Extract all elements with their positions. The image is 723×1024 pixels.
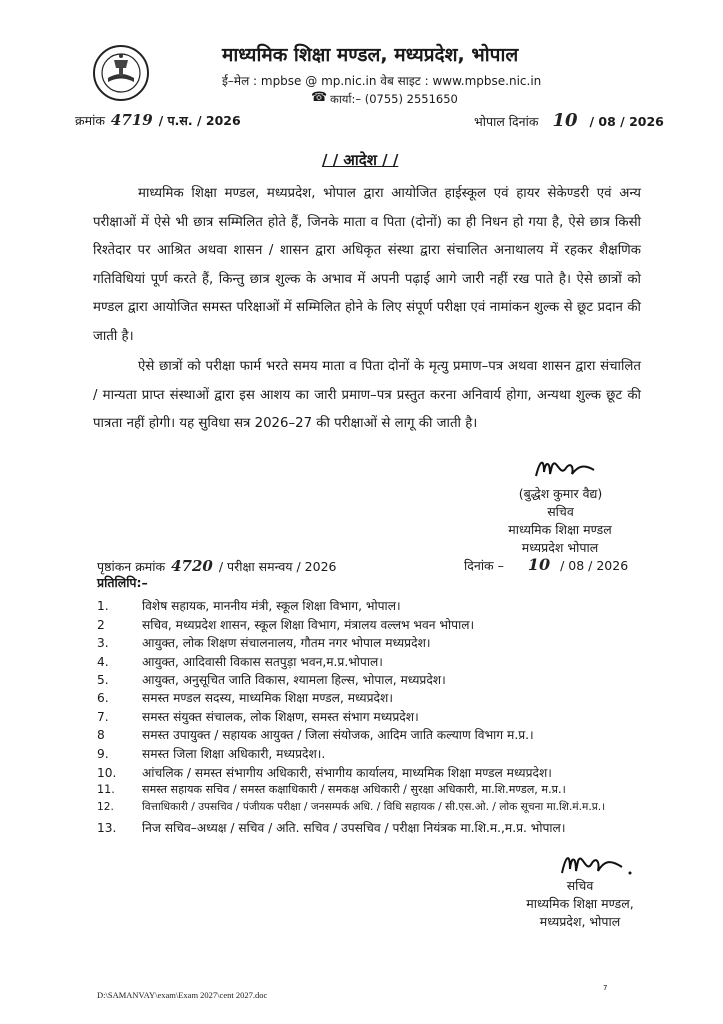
endorsement-number: 4720 [171,557,213,575]
list-item: 3. आयुक्त, लोक शिक्षण संचालनालय, गौतम नगर भोपाल मध्यप्रदेश। [97,636,431,650]
list-item: 5. आयुक्त, अनुसूचित जाति विकास, श्यामला हिल्स, भोपाल, मध्यप्रदेश। [97,673,446,687]
footer-file-path: D:\SAMANVAY\exam\Exam 2027\cent 2027.doc [97,990,268,1000]
place-date-label: भोपाल दिनांक [474,114,539,129]
board-logo [92,44,150,102]
endorsement-line [97,557,337,575]
endorsement-date-label: दिनांक – [464,558,504,573]
list-item: 8 समस्त उपायुक्त / सहायक आयुक्त / जिला संयोजक, आदिम जाति कल्याण विभाग म.प्र.। [97,728,534,742]
ref-suffix: / प.स. / 2026 [158,113,241,128]
body-paragraph-2: ऐसे छात्रों को परीक्षा फार्म भरते समय माता व पिता दोनों के मृत्यु प्रमाण–पत्र अथवा शासन द्वारा संचालित / मान्यता प्राप्त संस्थाओं द्वारा इस आशय का जारी प्रमाण–पत्र प्रस्तुत करना अनिवार्य होगा, अन्यथा शुल्क छूट की पात्रता नहीं होगी। यह सुविधा सत्र 2026–27 की परीक्षाओं से लागू की जाती है। [93,359,641,431]
body-paragraph-1: माध्यमिक शिक्षा मण्डल, मध्यप्रदेश, भोपाल द्वारा आयोजित हाईस्कूल एवं हायर सेकेण्डरी एवं अन्य परीक्षाओं में ऐसे भी छात्र सम्मिलित होते हैं, जिनके माता व पिता (दोनों) का ही निधन हो गया है, ऐसे छात्र किसी रिश्तेदार पर आश्रित अथवा शासन / शासन द्वारा अधिकृत संस्था द्वारा संचालित अनाथालय में रहकर शैक्षणिक गतिविधियां पूर्ण करते हैं, किन्तु छात्र शुल्क के अभाव में अपनी पढ़ाई आगे जारी नहीं रख पाते है। ऐसे छात्रों को मण्डल द्वारा आयोजित समस्त परिक्षाओं में सम्मिलित होने के लिए संपूर्ण परीक्षा एवं नामांकन शुल्क से छूट प्रदान की जाती है। [93,186,641,344]
list-item: 12. वित्ताधिकारी / उपसचिव / पंजीयक परीक्षा / जनसम्पर्क अधि. / विधि सहायक / सी.एस.ओ. / लोक सूचना मा.शि.मं.म.प्र.। [97,801,606,813]
endorsement-date-rest: / 08 / 2026 [560,558,629,573]
list-item: 4. आयुक्त, आदिवासी विकास सतपुड़ा भवन,म.प्र.भोपाल। [97,655,383,669]
endorsement-suffix: / परीक्षा समन्वय / 2026 [218,559,337,574]
ref-date-line [474,110,664,131]
ref-number-line [75,111,241,129]
endorsement-date-day: 10 [527,555,551,574]
list-item: 11. समस्त सहायक सचिव / समस्त कक्षाधिकारी / समकक्ष अधिकारी / सुरक्षा अधिकारी, मा.शि.मण्डल, म.प्र.। [97,783,566,796]
ref-number: 4719 [110,111,153,129]
signatory-2-org: माध्यमिक शिक्षा मण्डल, [526,896,634,911]
list-item: 1. विशेष सहायक, माननीय मंत्री, स्कूल शिक्षा विभाग, भोपाल। [97,599,401,613]
list-item: 6. समस्त मण्डल सदस्य, माध्यमिक शिक्षा मण्डल, मध्यप्रदेश। [97,691,393,705]
signatory-2-designation: सचिव [566,878,594,893]
footer-page-mark: 7 [603,984,608,992]
phone-icon: ☎ [311,90,328,105]
list-item: 9. समस्त जिला शिक्षा अधिकारी, मध्यप्रदेश।. [97,747,326,761]
order-title: / / आदेश / / [322,151,399,169]
copy-to-label: प्रतिलिपि:– [97,575,148,590]
signatory-place: मध्यप्रदेश भोपाल [521,540,599,555]
list-item: 10. आंचलिक / समस्त संभागीय अधिकारी, संभागीय कार्यालय, माध्यमिक शिक्षा मण्डल मध्यप्रदेश। [97,766,552,780]
endorsement-date-line [464,555,628,574]
signatory-org: माध्यमिक शिक्षा मण्डल [508,522,612,537]
endorsement-label: पृष्ठांकन क्रमांक [97,559,166,574]
list-item: 7. समस्त संयुक्त संचालक, लोक शिक्षण, समस्त संभाग मध्यप्रदेश। [97,710,419,724]
email-website-line: ई–मेल : mpbse @ mp.nic.in वेब साइट : www.mpbse.nic.in [222,74,542,88]
signatory-name: (बुद्धेश कुमार वैद्य) [518,486,603,501]
phone-line: कार्या:– (0755) 2551650 [330,92,458,106]
list-item: 13. निज सचिव–अध्यक्ष / सचिव / अति. सचिव / उपसचिव / परीक्षा नियंत्रक मा.शि.म.,म.प्र. भोपाल। [97,821,566,835]
org-name: माध्यमिक शिक्षा मण्डल, मध्यप्रदेश, भोपाल [222,44,519,66]
ref-label: क्रमांक [75,113,105,128]
signatory-designation: सचिव [547,504,574,519]
ref-date-rest: / 08 / 2026 [589,114,664,129]
signatory-2-place: मध्यप्रदेश, भोपाल [539,914,621,929]
ref-date-day: 10 [552,110,578,131]
list-item: 2 सचिव, मध्यप्रदेश शासन, स्कूल शिक्षा विभाग, मंत्रालय वल्लभ भवन भोपाल। [97,618,475,632]
